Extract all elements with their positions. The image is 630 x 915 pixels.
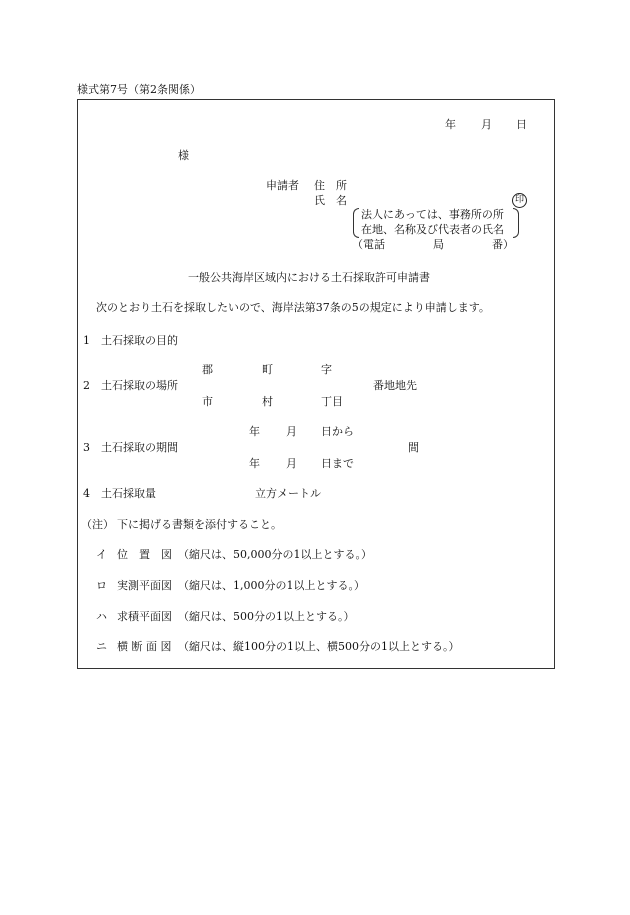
period-from-year: 年 (249, 425, 260, 438)
attachment-mark: ニ (96, 640, 107, 653)
date-day: 日 (516, 118, 527, 131)
phone-exchange: 局 (433, 238, 444, 251)
phone-number: 番） (492, 238, 514, 251)
name-label: 氏 名 (314, 194, 347, 207)
attachment-mark: イ (96, 548, 107, 561)
location-mura: 村 (262, 395, 273, 408)
applicant-label: 申請者 (266, 179, 299, 192)
period-to-day: 日まで (321, 457, 354, 470)
item2-label: 土石採取の場所 (101, 379, 178, 392)
attachment-scale: （縮尺は、50,000分の1以上とする。） (178, 548, 372, 561)
form-number: 様式第7号（第2条関係） (77, 83, 201, 96)
document-title: 一般公共海岸区域内における土石採取許可申請書 (188, 271, 430, 284)
attachment-scale: （縮尺は、1,000分の1以上とする。） (178, 579, 365, 592)
attachment-scale: （縮尺は、縦100分の1以上、横500分の1以上とする。） (178, 640, 460, 653)
address-label: 住 所 (314, 179, 347, 192)
location-cho: 町 (262, 363, 273, 376)
attachment-name: 求積平面図 (117, 610, 172, 623)
addressee-suffix: 様 (178, 149, 189, 162)
item2-number: 2 (83, 379, 90, 392)
notes-text: 下に掲げる書類を添付すること。 (117, 518, 282, 531)
attachment-mark: ハ (96, 610, 107, 623)
attachment-name: 位 置 図 (117, 548, 172, 561)
location-shi: 市 (202, 395, 213, 408)
date-year: 年 (445, 118, 456, 131)
item3-label: 土石採取の期間 (101, 441, 178, 454)
location-aza: 字 (321, 363, 332, 376)
item3-number: 3 (83, 441, 90, 454)
period-to-month: 月 (286, 457, 297, 470)
date-month: 月 (481, 118, 492, 131)
attachment-scale: （縮尺は、500分の1以上とする。） (178, 610, 355, 623)
seal-mark: 印 (512, 193, 527, 208)
location-gun: 郡 (202, 363, 213, 376)
item4-number: 4 (83, 487, 90, 500)
attachment-name: 実測平面図 (117, 579, 172, 592)
corp-note-close-bracket (513, 208, 519, 238)
location-chome: 丁目 (321, 395, 343, 408)
amount-unit: 立方メートル (255, 487, 321, 500)
corp-note-line1: 法人にあっては、事務所の所 (361, 208, 504, 221)
item4-label: 土石採取量 (101, 487, 156, 500)
attachment-mark: ロ (96, 579, 107, 592)
phone-open: （電話 (352, 238, 385, 251)
item1-label: 土石採取の目的 (101, 334, 178, 347)
period-from-month: 月 (286, 425, 297, 438)
intro-text: 次のとおり土石を採取したいので、海岸法第37条の5の規定により申請します。 (96, 301, 490, 314)
corp-note-open-bracket (353, 208, 359, 238)
period-duration: 間 (408, 441, 419, 454)
period-to-year: 年 (249, 457, 260, 470)
notes-heading: （注） (81, 518, 114, 531)
item1-number: 1 (83, 334, 90, 347)
corp-note-line2: 在地、名称及び代表者の氏名 (361, 223, 504, 236)
period-from-day: 日から (321, 425, 354, 438)
attachment-name: 横 断 面 図 (117, 640, 172, 653)
location-banchi: 番地地先 (373, 379, 417, 392)
